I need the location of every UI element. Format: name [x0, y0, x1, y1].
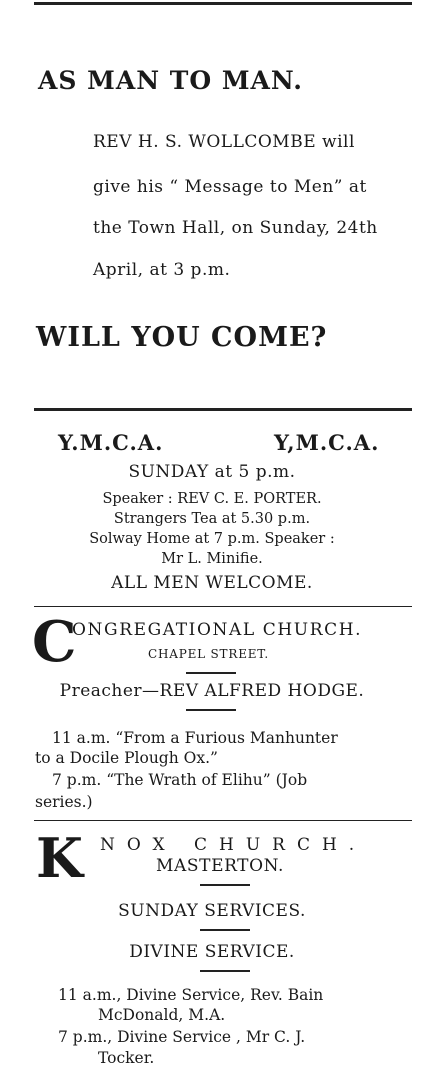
short-rule: [200, 929, 250, 931]
congregational-service-evening: 7 p.m. “The Wrath of Elihu” (Job: [52, 771, 308, 789]
section-rule: [34, 820, 412, 821]
section-rule: [34, 408, 412, 411]
ad-line: the Town Hall, on Sunday, 24th: [93, 218, 378, 238]
ad-heading: AS MAN TO MAN.: [38, 66, 303, 95]
ymca-speaker: Speaker : REV C. E. PORTER.: [102, 491, 322, 507]
congregational-dropcap: C: [32, 609, 77, 675]
short-rule: [200, 884, 250, 886]
top-rule: [34, 2, 412, 5]
knox-service-morning-cont: McDonald, M.A.: [98, 1006, 226, 1024]
congregational-service-morning: 11 a.m. “From a Furious Manhunter: [52, 729, 338, 747]
short-rule: [186, 709, 236, 711]
short-rule: [186, 672, 236, 674]
ad-line: REV H. S. WOLLCOMBE will: [93, 132, 355, 152]
knox-service-evening: 7 p.m., Divine Service , Mr C. J.: [58, 1028, 306, 1046]
ymca-solway: Solway Home at 7 p.m. Speaker :: [89, 531, 335, 547]
knox-dropcap: K: [36, 826, 83, 890]
ad-line: give his “ Message to Men” at: [93, 177, 367, 197]
knox-service-evening-cont: Tocker.: [98, 1049, 155, 1067]
knox-service-morning: 11 a.m., Divine Service, Rev. Bain: [58, 986, 324, 1004]
ad-closing: WILL YOU COME?: [36, 322, 328, 353]
ymca-day: SUNDAY at 5 p.m.: [128, 462, 296, 482]
ymca-solway-speaker: Mr L. Minifie.: [161, 551, 263, 567]
ad-line: April, at 3 p.m.: [93, 260, 231, 280]
ymca-right-title: Y,M.C.A.: [274, 430, 380, 455]
knox-divine-service: DIVINE SERVICE.: [129, 942, 295, 962]
section-rule: [34, 606, 412, 607]
knox-title: NOX CHURCH.: [100, 835, 367, 855]
knox-sunday-services: SUNDAY SERVICES.: [118, 901, 306, 921]
ymca-tea: Strangers Tea at 5.30 p.m.: [113, 511, 311, 527]
knox-place: MASTERTON.: [156, 856, 285, 876]
congregational-preacher: Preacher—REV ALFRED HODGE.: [59, 681, 365, 701]
ymca-left-title: Y.M.C.A.: [58, 430, 164, 455]
congregational-street: CHAPEL STREET.: [148, 647, 269, 661]
short-rule: [200, 970, 250, 972]
ymca-welcome: ALL MEN WELCOME.: [111, 573, 313, 593]
congregational-service-evening-cont: series.): [35, 793, 93, 811]
congregational-service-morning-cont: to a Docile Plough Ox.”: [35, 749, 218, 767]
congregational-title: ONGREGATIONAL CHURCH.: [72, 620, 363, 640]
